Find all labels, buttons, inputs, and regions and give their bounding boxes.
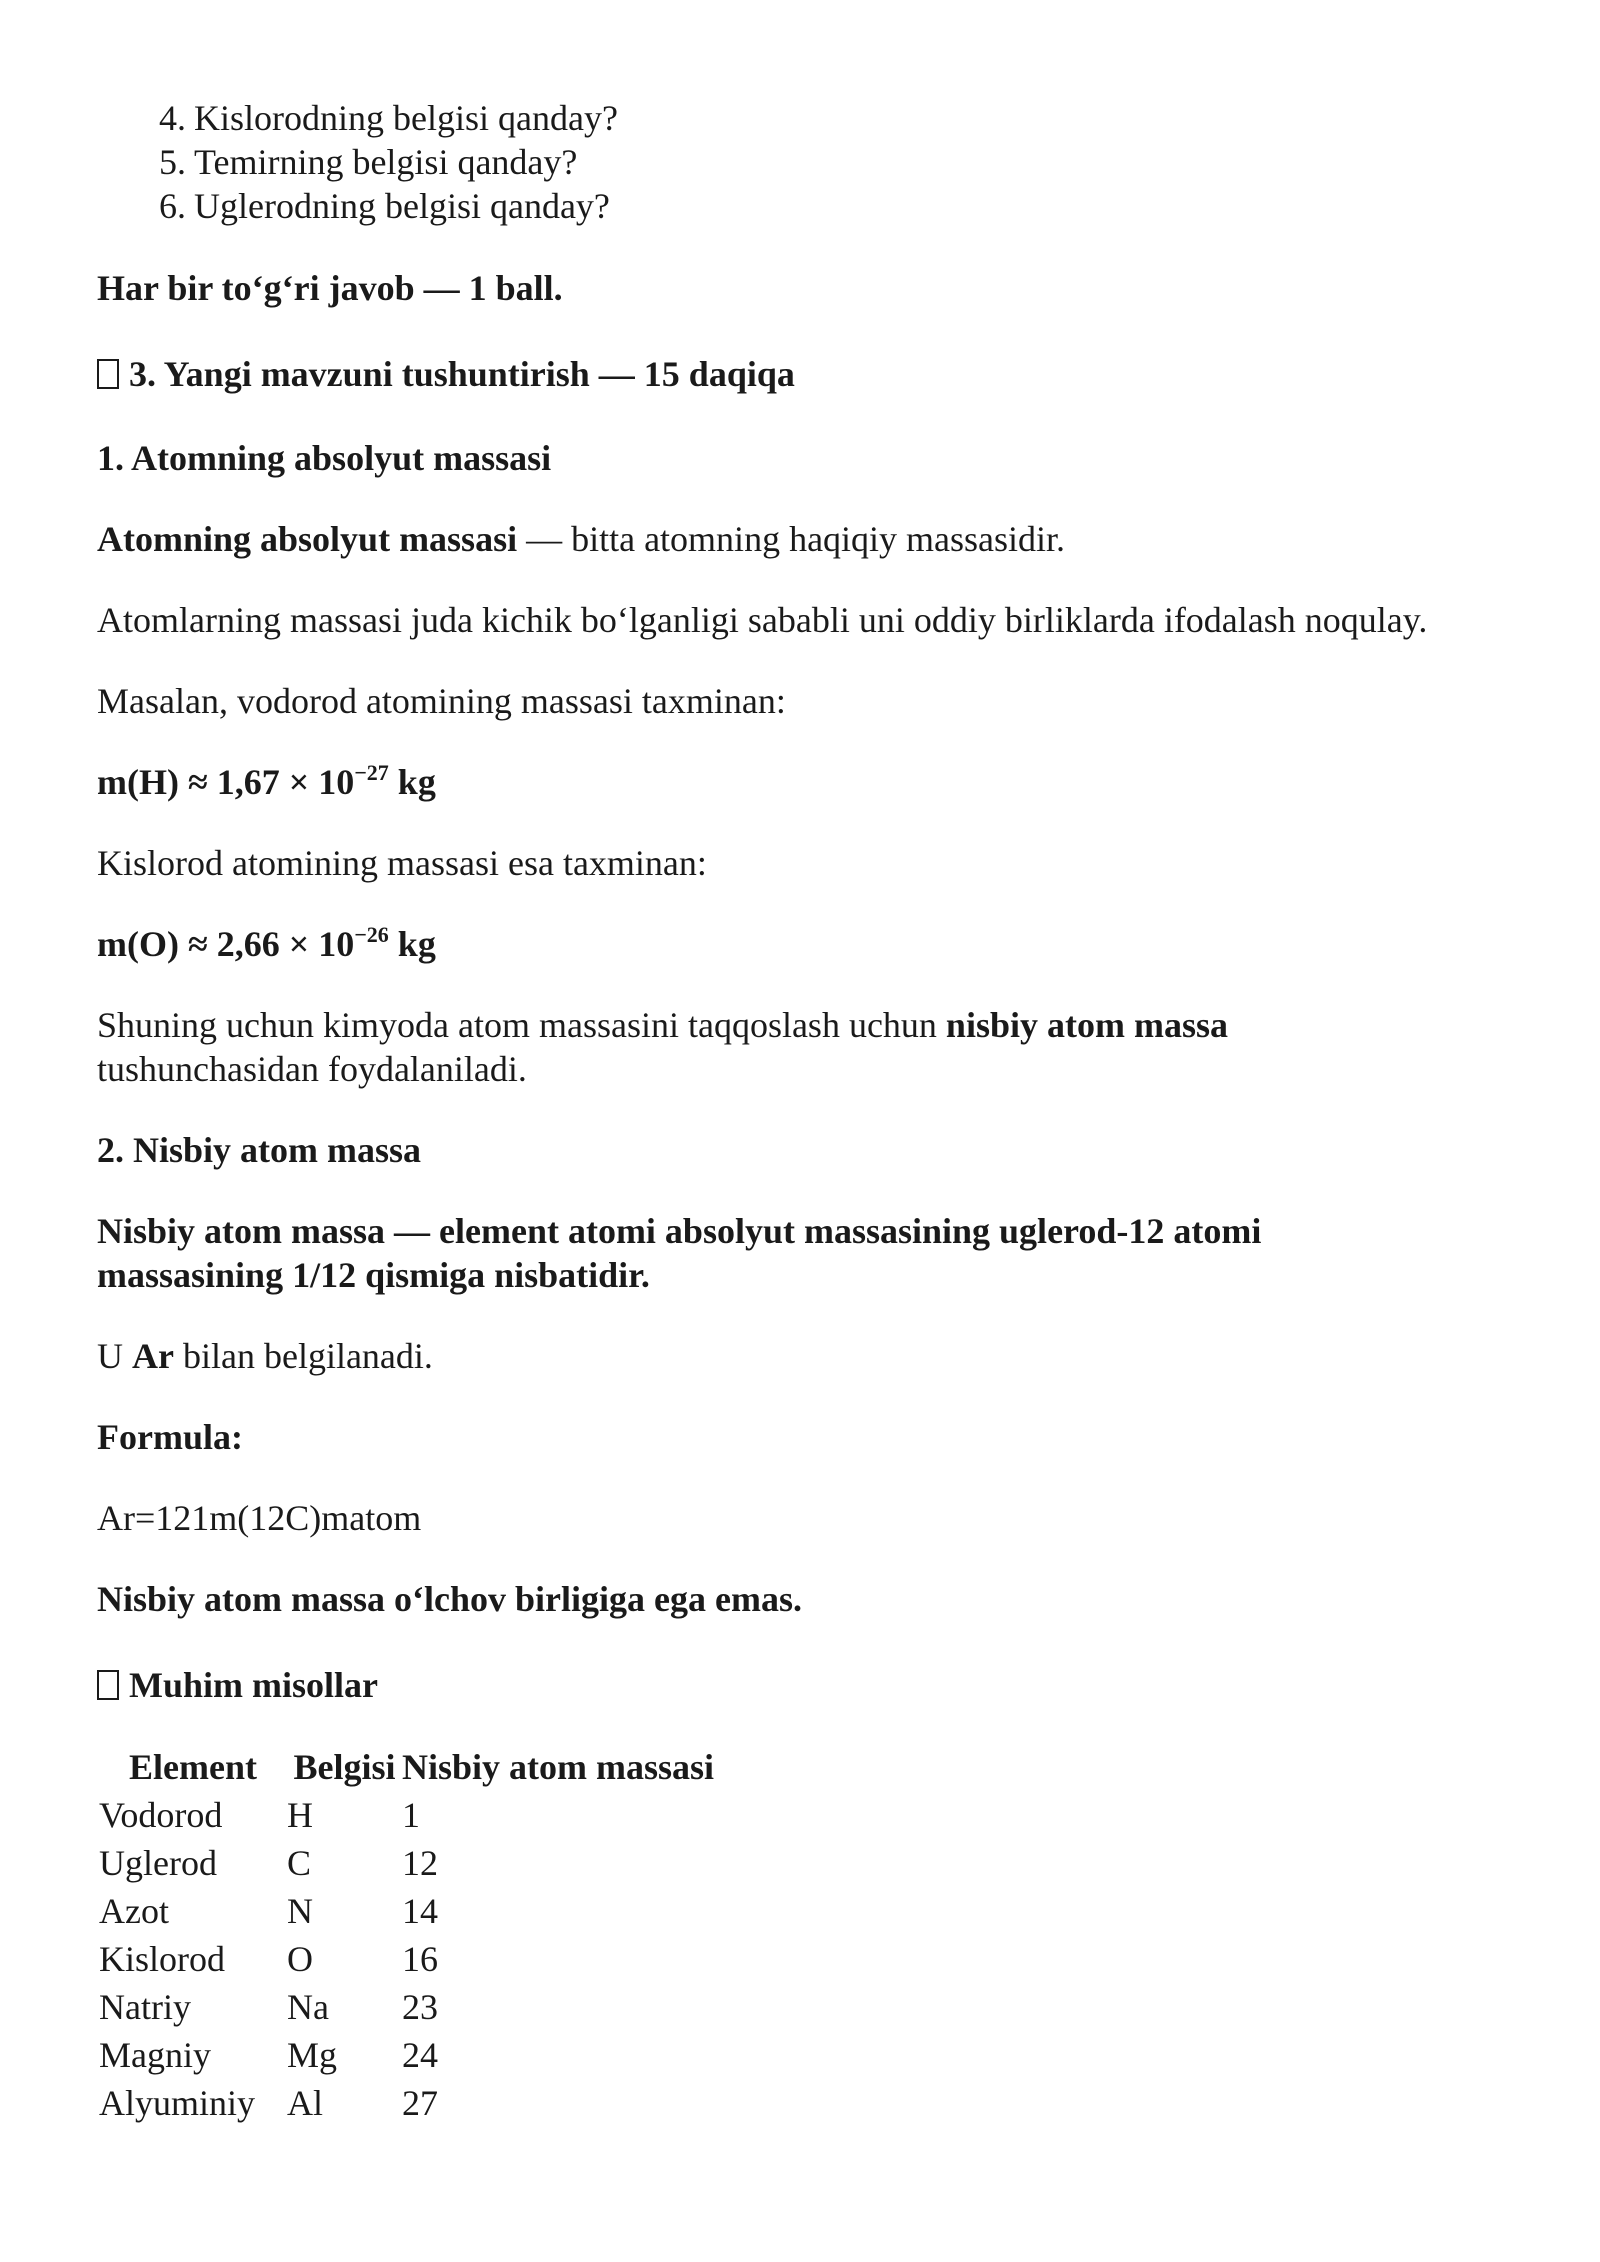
- definition-relative-mass: Nisbiy atom massa — element atomi absolyut massasining uglerod-12 atomi massasining 1/12 qismiga nisbatidir.: [97, 1211, 1262, 1295]
- table-row: Azot N 14: [99, 1891, 438, 1931]
- formula-text: Ar=121m(12C)matom: [97, 1498, 422, 1538]
- table-row: Alyuminiy Al 27: [99, 2083, 438, 2123]
- question-text: Uglerodning belgisi qanday?: [194, 186, 610, 226]
- question-list: [97, 96, 1537, 228]
- list-item: 6. Uglerodning belgisi qanday?: [159, 186, 610, 226]
- question-text: Kislorodning belgisi qanday?: [194, 98, 618, 138]
- table-row: Kislorod O 16: [99, 1939, 438, 1979]
- column-header: Nisbiy atom massasi: [402, 1747, 715, 1787]
- list-item: 4. Kislorodning belgisi qanday?: [159, 98, 618, 138]
- examples-heading: Muhim misollar: [97, 1663, 1537, 1707]
- formula-label: Formula:: [97, 1417, 243, 1457]
- document-page: [97, 96, 1537, 2127]
- paragraph: Shuning uchun kimyoda atom massasini taqqoslash uchun nisbiy atom massa tushunchasidan foydalaniladi.: [97, 1005, 1228, 1089]
- section-heading: 3. Yangi mavzuni tushuntirish — 15 daqiqa: [97, 352, 1537, 396]
- paragraph: Kislorod atomining massasi esa taxminan:: [97, 843, 707, 883]
- subsection-heading-1: 1. Atomning absolyut massasi: [97, 438, 552, 478]
- paragraph: Atomlarning massasi juda kichik bo‘lganligi sababli uni oddiy birliklarda ifodalash noqulay.: [97, 600, 1428, 640]
- element-table: [97, 1743, 714, 2127]
- missing-glyph-icon: [97, 359, 119, 389]
- table-row: Natriy Na 23: [99, 1987, 438, 2027]
- scoring-note: Har bir to‘g‘ri javob — 1 ball.: [97, 268, 563, 308]
- column-header: Element: [129, 1747, 257, 1787]
- table-header-row: [97, 1743, 714, 1791]
- formula-oxygen: $m(O) \approx 2,66 \times 10^{-26}$ kg: [97, 922, 436, 964]
- subsection-heading-2: 2. Nisbiy atom massa: [97, 1130, 422, 1170]
- formula-hydrogen: $m(H) \approx 1,67 \times 10^{-27}$ kg: [97, 760, 436, 802]
- missing-glyph-icon: [97, 1670, 119, 1700]
- paragraph: Masalan, vodorod atomining massasi taxminan:: [97, 681, 786, 721]
- symbol-note: U Ar bilan belgilanadi.: [97, 1336, 433, 1376]
- table-row: Uglerod C 12: [99, 1843, 438, 1883]
- question-text: Temirning belgisi qanday?: [194, 142, 578, 182]
- table-row: Magniy Mg 24: [99, 2035, 438, 2075]
- table-row: Vodorod H 1: [99, 1795, 420, 1835]
- list-item: 5. Temirning belgisi qanday?: [159, 142, 578, 182]
- column-header: Belgisi: [293, 1747, 396, 1787]
- unit-note: Nisbiy atom massa o‘lchov birligiga ega emas.: [97, 1579, 802, 1619]
- definition-absolute-mass: Atomning absolyut massasi — bitta atomning haqiqiy massasidir.: [97, 519, 1066, 559]
